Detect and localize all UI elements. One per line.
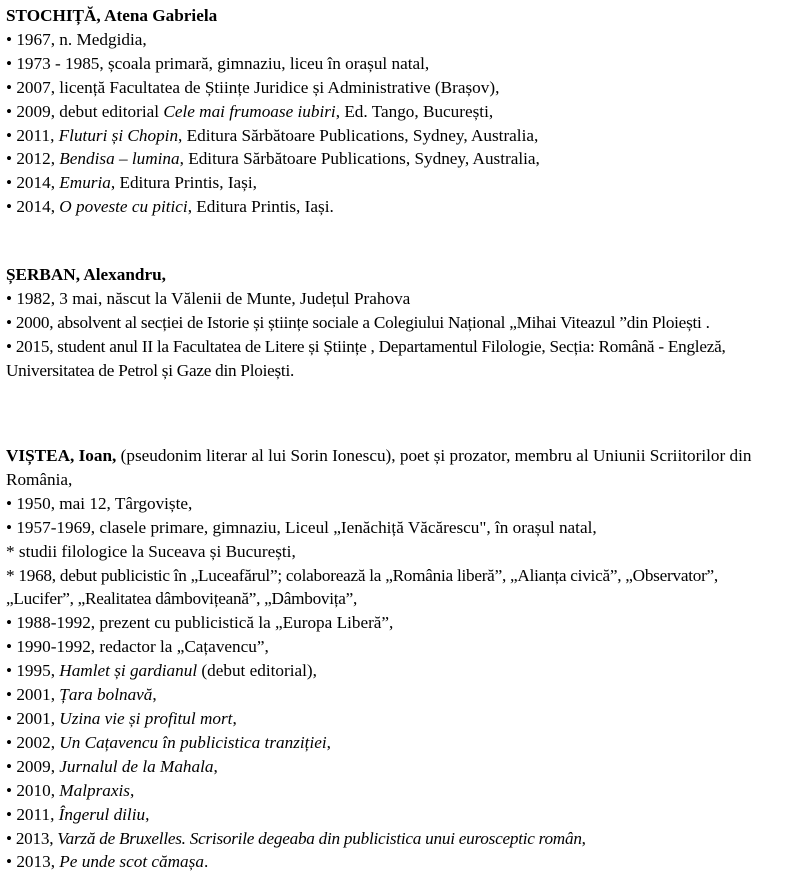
list-item: • 1967, n. Medgidia, [6,29,147,49]
bullet: • [6,197,13,217]
list-item: • 2012, Bendisa – lumina, Editura Sărbătoare Publications, Sydney, Australia, [6,149,540,169]
list-item: • 1995, Hamlet și gardianul (debut editorial), [6,661,317,681]
list-item: • 2011, Fluturi și Chopin, Editura Sărbătoare Publications, Sydney, Australia, [6,125,539,145]
list-item: • 2013, Pe unde scot cămașa. [6,852,209,872]
book-title: Pe unde scot cămașa [59,852,204,872]
bullet: • [6,732,13,752]
book-title: Uzina vie și profitul mort [59,708,233,728]
book-title: O poveste cu pitici [59,197,188,217]
entry-vistea [6,444,783,874]
book-title: Fluturi și Chopin [58,125,179,145]
list-item: • 2002, Un Cațavencu în publicistica tranziției, [6,732,331,752]
bullet: • [6,613,13,633]
list-item: • 1973 - 1985, școala primară, gimnaziu, liceu în orașul natal, [6,53,430,73]
list-item: • 2015, student anul II la Facultatea de Litere și Științe , Departamentul Filologie, Secția: Română - Engleză, Universitatea de Petrol și Gaze din Ploiești. [6,336,726,380]
bullet: • [6,780,13,800]
list-item: • 2014, O poveste cu pitici, Editura Printis, Iași. [6,197,334,217]
bullet: • [6,637,13,657]
bullet: • [6,77,13,97]
bullet: • [6,828,12,848]
list-item: • 2014, Emuria, Editura Printis, Iași, [6,173,257,193]
bullet: • [6,708,13,728]
book-title: Cele mai frumoase iubiri [163,101,336,121]
book-title: Emuria [59,173,111,193]
list-item: • 2009, Jurnalul de la Mahala, [6,756,218,776]
book-title: Hamlet și gardianul [59,661,198,681]
bullet: • [6,29,13,49]
entry-heading: ȘERBAN, Alexandru, [6,265,166,284]
list-item: • 1988-1992, prezent cu publicistică la „Europa Liberă”, [6,613,394,633]
bullet: • [6,101,13,121]
bullet: • [6,312,12,332]
entry-heading: VIȘTEA, Ioan, [6,446,117,465]
bullet: • [6,149,13,169]
bullet: • [6,336,12,356]
book-title: Țara bolnavă [59,685,153,705]
bullet: • [6,173,13,193]
bullet: • [6,517,13,537]
book-title: Un Cațavencu în publicistica tranziției [59,732,327,752]
list-item: • 2010, Malpraxis, [6,780,135,800]
bullet: • [6,125,13,145]
book-title: Îngerul diliu [58,804,146,824]
entry-intro [6,444,783,492]
book-title: Varză de Bruxelles. Scrisorile degeaba din publicistica unui eurosceptic român [57,828,582,848]
bullet: • [6,756,13,776]
bullet: • [6,493,13,513]
list-item: • 2000, absolvent al secției de Istorie și științe sociale a Colegiului Național „Mihai Viteazul ”din Ploiești . [6,312,710,332]
entry-description: (pseudonim literar al lui Sorin Ionescu), poet și prozator, membru al Uniunii Scriitorilor din România, [6,446,752,489]
list-item: • 1990-1992, redactor la „Cațavencu”, [6,637,269,657]
bullet: * [6,565,15,585]
entry-serban [6,263,783,383]
list-item: • 1950, mai 12, Târgoviște, [6,493,193,513]
list-item: • 1957-1969, clasele primare, gimnaziu, Liceul „Ienăchiță Văcărescu", în orașul natal, [6,517,597,537]
bullet: • [6,804,13,824]
list-item: • 2007, licență Facultatea de Științe Juridice și Administrative (Brașov), [6,77,500,97]
entry-stochita [6,4,783,219]
bullet: • [6,53,13,73]
bullet: • [6,661,13,681]
list-item: • 1982, 3 mai, născut la Vălenii de Munte, Județul Prahova [6,288,411,308]
list-item: • 2011, Îngerul diliu, [6,804,150,824]
list-item: • 2001, Țara bolnavă, [6,685,157,705]
list-item: * 1968, debut publicistic în „Luceafărul”; colaborează la „România liberă”, „Alianța civică”, „Observator”, „Lucifer”, „Realitatea dâmbovițeană”, „Dâmbovița”, [6,565,718,609]
list-item: • 2009, debut editorial Cele mai frumoase iubiri, Ed. Tango, București, [6,101,494,121]
bullet: • [6,852,13,872]
book-title: Bendisa – lumina [59,149,180,169]
list-item: * studii filologice la Suceava și București, [6,541,296,561]
bullet: • [6,288,13,308]
bullet: * [6,541,15,561]
list-item: • 2001, Uzina vie și profitul mort, [6,708,237,728]
book-title: Jurnalul de la Mahala [59,756,214,776]
entry-heading: STOCHIȚĂ, Atena Gabriela [6,6,218,25]
book-title: Malpraxis [59,780,130,800]
list-item: • 2013, Varză de Bruxelles. Scrisorile degeaba din publicistica unui eurosceptic român, [6,828,586,848]
bullet: • [6,685,13,705]
